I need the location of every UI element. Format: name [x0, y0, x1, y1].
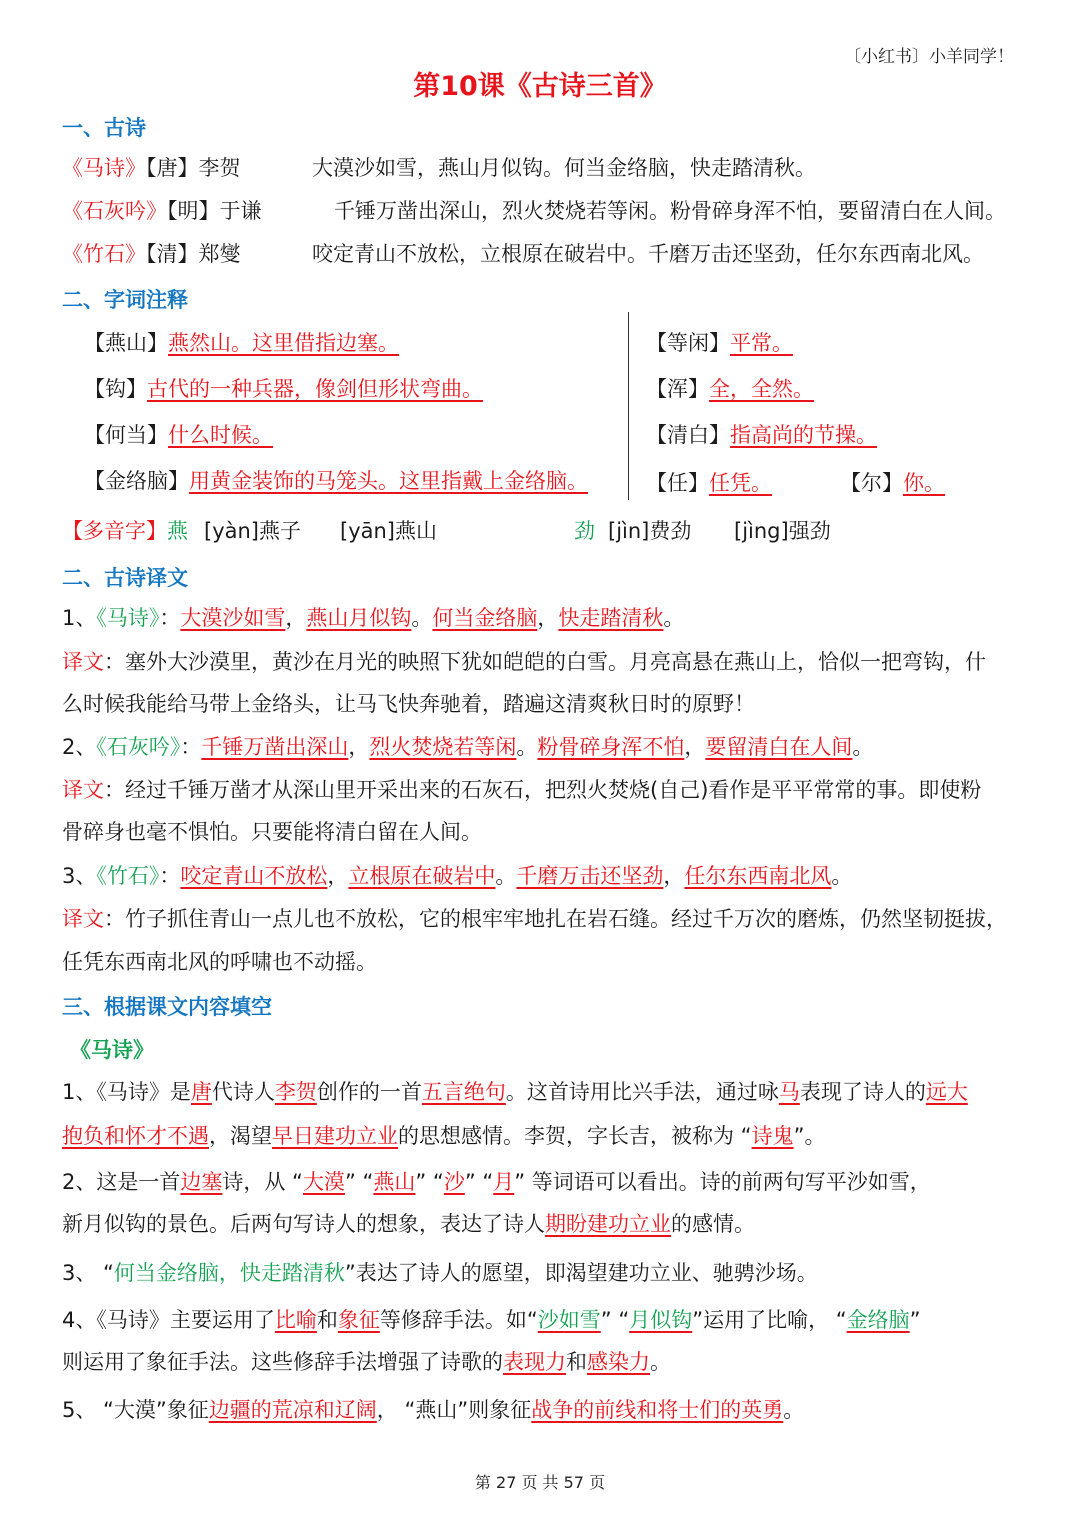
poem-name: 《马诗》 — [62, 156, 146, 180]
question-1: 1、《马诗》是唐代诗人李贺创作的一首五言绝句。这首诗用比兴手法，通过咏马表现了诗人的远大 — [62, 1080, 968, 1104]
translation-verse: 1、《马诗》：大漠沙如雪，燕山月似钩。何当金络脑，快走踏清秋。 — [62, 606, 685, 630]
poem-dynasty: 【唐】 — [146, 156, 199, 180]
column-divider — [628, 312, 629, 500]
gloss-def: 古代的一种兵器，像剑但形状弯曲。 — [147, 377, 483, 401]
gloss-item — [646, 375, 814, 403]
gloss-term: 【钩】 — [84, 377, 147, 401]
gloss-item — [646, 469, 772, 497]
poem-row — [62, 240, 241, 268]
gloss-def: 什么时候。 — [168, 423, 273, 447]
poem-name: 《石灰吟》 — [62, 199, 167, 223]
section-heading-translation: 二、古诗译文 — [62, 566, 188, 590]
subheading-poem: 《马诗》 — [70, 1038, 154, 1062]
question-2: 2、这是一首边塞诗，从 “大漠” “燕山” “沙” “月” 等词语可以看出。诗的前两句写平沙如雪， — [62, 1170, 931, 1194]
gloss-def: 任凭。 — [709, 471, 772, 495]
question-4-cont: 则运用了象征手法。这些修辞手法增强了诗歌的表现力和感染力。 — [62, 1350, 671, 1374]
poem-row — [62, 154, 241, 182]
translation-text: 译文：竹子抓住青山一点儿也不放松，它的根牢牢地扎在岩石缝。经过千万次的磨炼，仍然坚韧挺拔， — [62, 907, 1007, 931]
gloss-term: 【浑】 — [646, 377, 709, 401]
translation-text: 任凭东西南北风的呼啸也不动摇。 — [62, 950, 377, 974]
polyphone-row — [62, 517, 188, 545]
section-heading-glossary: 二、字词注释 — [62, 288, 188, 312]
gloss-def: 平常。 — [730, 331, 793, 355]
gloss-def: 燕然山。这里借指边塞。 — [168, 331, 399, 355]
page-title: 第10课《古诗三首》 — [413, 71, 667, 102]
poem-row — [62, 197, 262, 225]
polyphone-char: 燕 — [167, 519, 188, 543]
poem-author: 李贺 — [198, 156, 241, 180]
translation-text: 译文：塞外大沙漠里，黄沙在月光的映照下犹如皑皑的白雪。月亮高悬在燕山上，恰似一把弯钩，什 — [62, 650, 986, 674]
watermark: 〔小红书〕小羊同学！ — [844, 47, 1014, 67]
polyphone-reading: [jìn]费劲 — [608, 519, 692, 543]
question-5: 5、 “大漠”象征边疆的荒凉和辽阔， “燕山”则象征战争的前线和将士们的英勇。 — [62, 1398, 805, 1422]
poem-text: 咬定青山不放松，立根原在破岩中。千磨万击还坚劲，任尔东西南北风。 — [312, 242, 984, 266]
gloss-item — [84, 329, 399, 357]
poem-author: 郑燮 — [198, 242, 241, 266]
gloss-term: 【何当】 — [84, 423, 168, 447]
polyphone-char: 劲 — [574, 519, 595, 543]
polyphone-reading: [yān]燕山 — [340, 519, 437, 543]
gloss-item — [646, 329, 793, 357]
gloss-def: 指高尚的节操。 — [730, 423, 877, 447]
poem-author: 于谦 — [219, 199, 262, 223]
section-heading-poems: 一、古诗 — [62, 116, 146, 140]
gloss-item — [840, 469, 945, 497]
translation-text: 骨碎身也毫不惧怕。只要能将清白留在人间。 — [62, 820, 482, 844]
question-2-cont: 新月似钩的景色。后两句写诗人的想象，表达了诗人期盼建功立业的感情。 — [62, 1212, 755, 1236]
poem-text: 大漠沙如雪，燕山月似钩。何当金络脑，快走踏清秋。 — [312, 156, 816, 180]
gloss-term: 【燕山】 — [84, 331, 168, 355]
polyphone-label: 【多音字】 — [62, 519, 167, 543]
gloss-term: 【任】 — [646, 471, 709, 495]
gloss-def: 用黄金装饰的马笼头。这里指戴上金络脑。 — [189, 469, 588, 493]
question-1-cont: 抱负和怀才不遇，渴望早日建功立业的思想感情。李贺，字长吉，被称为 “诗鬼”。 — [62, 1124, 826, 1148]
polyphone-reading: [yàn]燕子 — [204, 519, 301, 543]
gloss-term: 【尔】 — [840, 471, 903, 495]
poem-text: 千锤万凿出深山，烈火焚烧若等闲。粉骨碎身浑不怕，要留清白在人间。 — [334, 199, 1006, 223]
gloss-term: 【清白】 — [646, 423, 730, 447]
gloss-term: 【金络脑】 — [84, 469, 189, 493]
translation-verse: 2、《石灰吟》：千锤万凿出深山，烈火焚烧若等闲。粉骨碎身浑不怕，要留清白在人间。 — [62, 735, 874, 759]
translation-text: 么时候我能给马带上金络头，让马飞快奔驰着，踏遍这清爽秋日时的原野！ — [62, 692, 755, 716]
gloss-def: 你。 — [903, 471, 945, 495]
gloss-item — [646, 421, 877, 449]
poem-name: 《竹石》 — [62, 242, 146, 266]
gloss-item — [84, 467, 588, 495]
poem-dynasty: 【清】 — [146, 242, 199, 266]
translation-text: 译文：经过千锤万凿才从深山里开采出来的石灰石，把烈火焚烧(自己)看作是平平常常的事。即使粉 — [62, 778, 982, 802]
page-number: 第 27 页 共 57 页 — [474, 1473, 606, 1492]
section-heading-fill-blanks: 三、根据课文内容填空 — [62, 995, 272, 1019]
polyphone-reading: [jìng]强劲 — [734, 519, 831, 543]
gloss-def: 全，全然。 — [709, 377, 814, 401]
question-4: 4、《马诗》主要运用了比喻和象征等修辞手法。如“沙如雪” “月似钩”运用了比喻， “金络脑” — [62, 1308, 921, 1332]
gloss-item — [84, 421, 273, 449]
question-3: 3、 “何当金络脑，快走踏清秋”表达了诗人的愿望，即渴望建功立业、驰骋沙场。 — [62, 1261, 818, 1285]
poem-dynasty: 【明】 — [167, 199, 220, 223]
gloss-term: 【等闲】 — [646, 331, 730, 355]
gloss-item — [84, 375, 483, 403]
translation-verse: 3、《竹石》：咬定青山不放松，立根原在破岩中。千磨万击还坚劲，任尔东西南北风。 — [62, 864, 853, 888]
